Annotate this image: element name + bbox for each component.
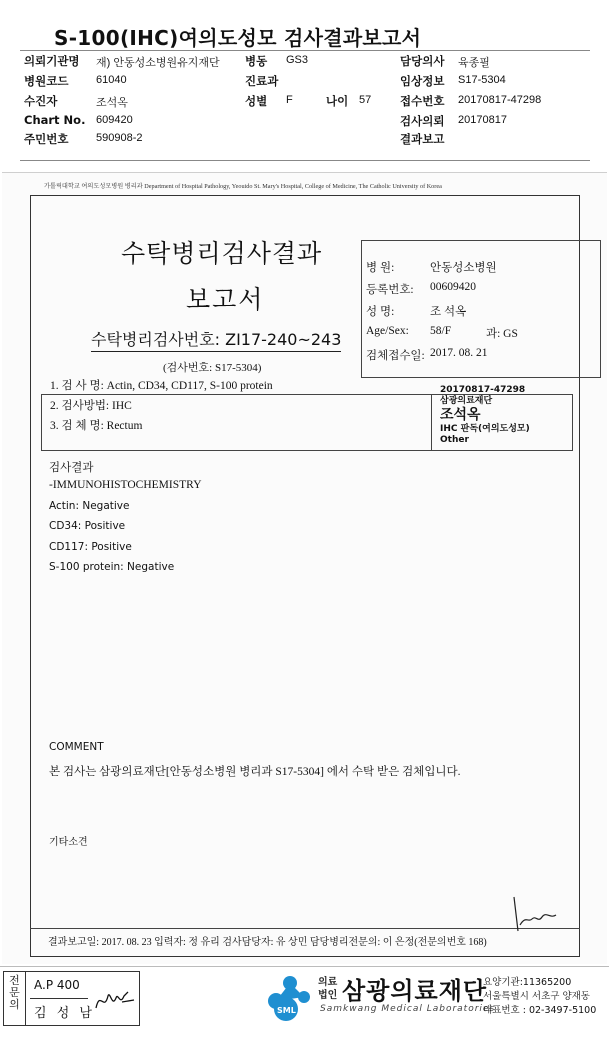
header-row xyxy=(20,93,590,110)
info-row xyxy=(366,281,476,301)
header-row xyxy=(20,113,590,130)
request-date-label: 검사의뢰 xyxy=(400,114,445,128)
sex-value: F xyxy=(286,94,293,106)
receipt-number-label: 접수번호 xyxy=(400,94,445,108)
hospital-department-line: 가톨릭대학교 여의도성모병원 병리과 Department of Hospital Pathology, Yeouido St. Mary's Hospital, College of Medicine, The Catholic University of Korea xyxy=(44,183,442,190)
report-title: S-100(IHC)여의도성모 검사결과보고서 xyxy=(54,26,422,50)
org-contact-info xyxy=(483,976,596,1018)
sheet-title: 수탁병리검사결과 xyxy=(121,239,323,268)
org-name: 삼광의료재단 xyxy=(342,977,488,1005)
exam-number: (검사번호: S17-5304) xyxy=(163,362,262,374)
hospital-code-label: 병원코드 xyxy=(24,74,69,88)
sml-logo-icon xyxy=(266,973,316,1025)
pathologist-signature xyxy=(510,895,560,935)
outsourced-report-number: 수탁병리검사번호: ZI17-240~243 xyxy=(91,327,341,352)
stamp-side-label: 전문의 xyxy=(4,972,26,1025)
result-method: -IMMUNOHISTOCHEMISTRY xyxy=(49,479,202,491)
info-row xyxy=(366,303,467,323)
section-divider xyxy=(41,450,573,451)
receipt-number-value: 20170817-47298 xyxy=(458,94,542,106)
doctor-value: 육종필 xyxy=(458,57,490,69)
org-info-line: 대표번호 : 02-3497-5100 xyxy=(483,1005,597,1016)
request-date-value: 20170817 xyxy=(458,114,507,126)
specialist-signature xyxy=(92,986,136,1014)
report-frame xyxy=(30,195,580,957)
header-bottom-divider xyxy=(20,160,590,161)
ward-value: GS3 xyxy=(286,54,309,66)
label-org: 삼광의료재단 xyxy=(440,396,493,406)
ward-label: 병동 xyxy=(245,54,268,68)
bottom-divider xyxy=(0,966,609,967)
info-label: 검체접수일: xyxy=(366,350,425,362)
header-divider xyxy=(20,50,590,51)
report-footer: 결과보고일: 2017. 08. 23 입력자: 정 유리 검사담당자: 유 상민 담당병리전문의: 이 은정(전문의번호 168) xyxy=(48,937,487,948)
comment-text: 본 검사는 삼광의료재단[안동성소병원 병리과 S17-5304] 에서 수탁 받은 검체입니다. xyxy=(49,766,461,778)
org-english-name: Samkwang Medical Laboratories xyxy=(320,1004,496,1014)
specimen-type: 3. 검 체 명: Rectum xyxy=(50,420,143,432)
header-row xyxy=(20,73,590,90)
department-label: 진료과 xyxy=(245,74,279,88)
footer-divider xyxy=(30,928,580,929)
result-item: Actin: Negative xyxy=(49,500,130,512)
info-label: 성 명: xyxy=(366,306,395,318)
org-prefix xyxy=(318,976,337,1002)
doctor-label: 담당의사 xyxy=(400,54,445,68)
result-report-label: 결과보고 xyxy=(400,132,445,146)
clinical-info-label: 임상정보 xyxy=(400,74,445,88)
scanned-report-sheet xyxy=(2,172,607,964)
org-info-line: 서울특별시 서초구 양재동 xyxy=(483,991,590,1002)
result-item: S-100 protein: Negative xyxy=(49,561,175,573)
info-value: 2017. 08. 21 xyxy=(430,347,488,359)
info-value: 조 석옥 xyxy=(430,306,467,318)
specimen-test-name: 1. 검 사 명: Actin, CD34, CD117, S-100 protein xyxy=(50,380,273,392)
specimen-label xyxy=(440,385,530,446)
institution-label: 의뢰기관명 xyxy=(24,54,80,68)
institution-value: 재) 안동성소병원유지재단 xyxy=(96,57,220,69)
patient-info-box xyxy=(361,240,601,378)
stamp-name: 김 성 남 xyxy=(34,1006,95,1021)
section-border xyxy=(572,394,573,450)
chart-no-label: Chart No. xyxy=(24,113,86,127)
resident-number-value: 590908-2 xyxy=(96,132,143,144)
info-value: 00609420 xyxy=(430,281,476,293)
org-prefix-2: 법인 xyxy=(318,990,338,1001)
section-border xyxy=(431,394,432,450)
label-other: Other xyxy=(440,435,469,445)
specimen-method: 2. 검사방법: IHC xyxy=(50,400,132,412)
info-row xyxy=(366,325,518,345)
resident-number-label: 주민번호 xyxy=(24,132,69,146)
info-row xyxy=(366,347,488,367)
comment-title: COMMENT xyxy=(49,741,104,753)
result-item: CD34: Positive xyxy=(49,520,126,532)
info-value: 58/F xyxy=(430,325,452,337)
sheet-title-2: 보고서 xyxy=(186,285,265,314)
age-label: 나이 xyxy=(326,94,349,108)
label-test: IHC 판독(여의도성모) xyxy=(440,424,530,434)
label-number: 20170817-47298 xyxy=(440,385,526,395)
hospital-code-value: 61040 xyxy=(96,74,127,86)
header-row xyxy=(20,131,590,148)
info-value: 안동성소병원 xyxy=(430,262,497,274)
result-item: CD117: Positive xyxy=(49,541,132,553)
org-prefix-1: 의료 xyxy=(318,977,338,988)
info-label: Age/Sex: xyxy=(366,325,409,337)
chart-no-value: 609420 xyxy=(96,114,133,126)
clinical-info-value: S17-5304 xyxy=(458,74,506,86)
stamp-divider xyxy=(30,998,88,999)
info-label: 등록번호: xyxy=(366,284,414,296)
logo-text: SML xyxy=(277,1006,296,1015)
org-info-line: 요양기관:11365200 xyxy=(483,977,572,988)
sex-label: 성별 xyxy=(245,94,268,108)
specialist-stamp xyxy=(3,971,140,1026)
age-value: 57 xyxy=(359,94,372,106)
label-patient-name: 조석옥 xyxy=(440,407,481,423)
info-row xyxy=(366,259,497,279)
info-label: 병 원: xyxy=(366,262,395,274)
patient-label: 수진자 xyxy=(24,94,58,108)
patient-value: 조석옥 xyxy=(96,97,128,109)
header-row xyxy=(20,53,590,70)
department-extra: 과: GS xyxy=(486,328,518,340)
result-title: 검사결과 xyxy=(49,462,94,474)
section-border xyxy=(41,394,42,450)
other-findings: 기타소견 xyxy=(49,837,88,848)
stamp-license: A.P 400 xyxy=(34,978,80,992)
